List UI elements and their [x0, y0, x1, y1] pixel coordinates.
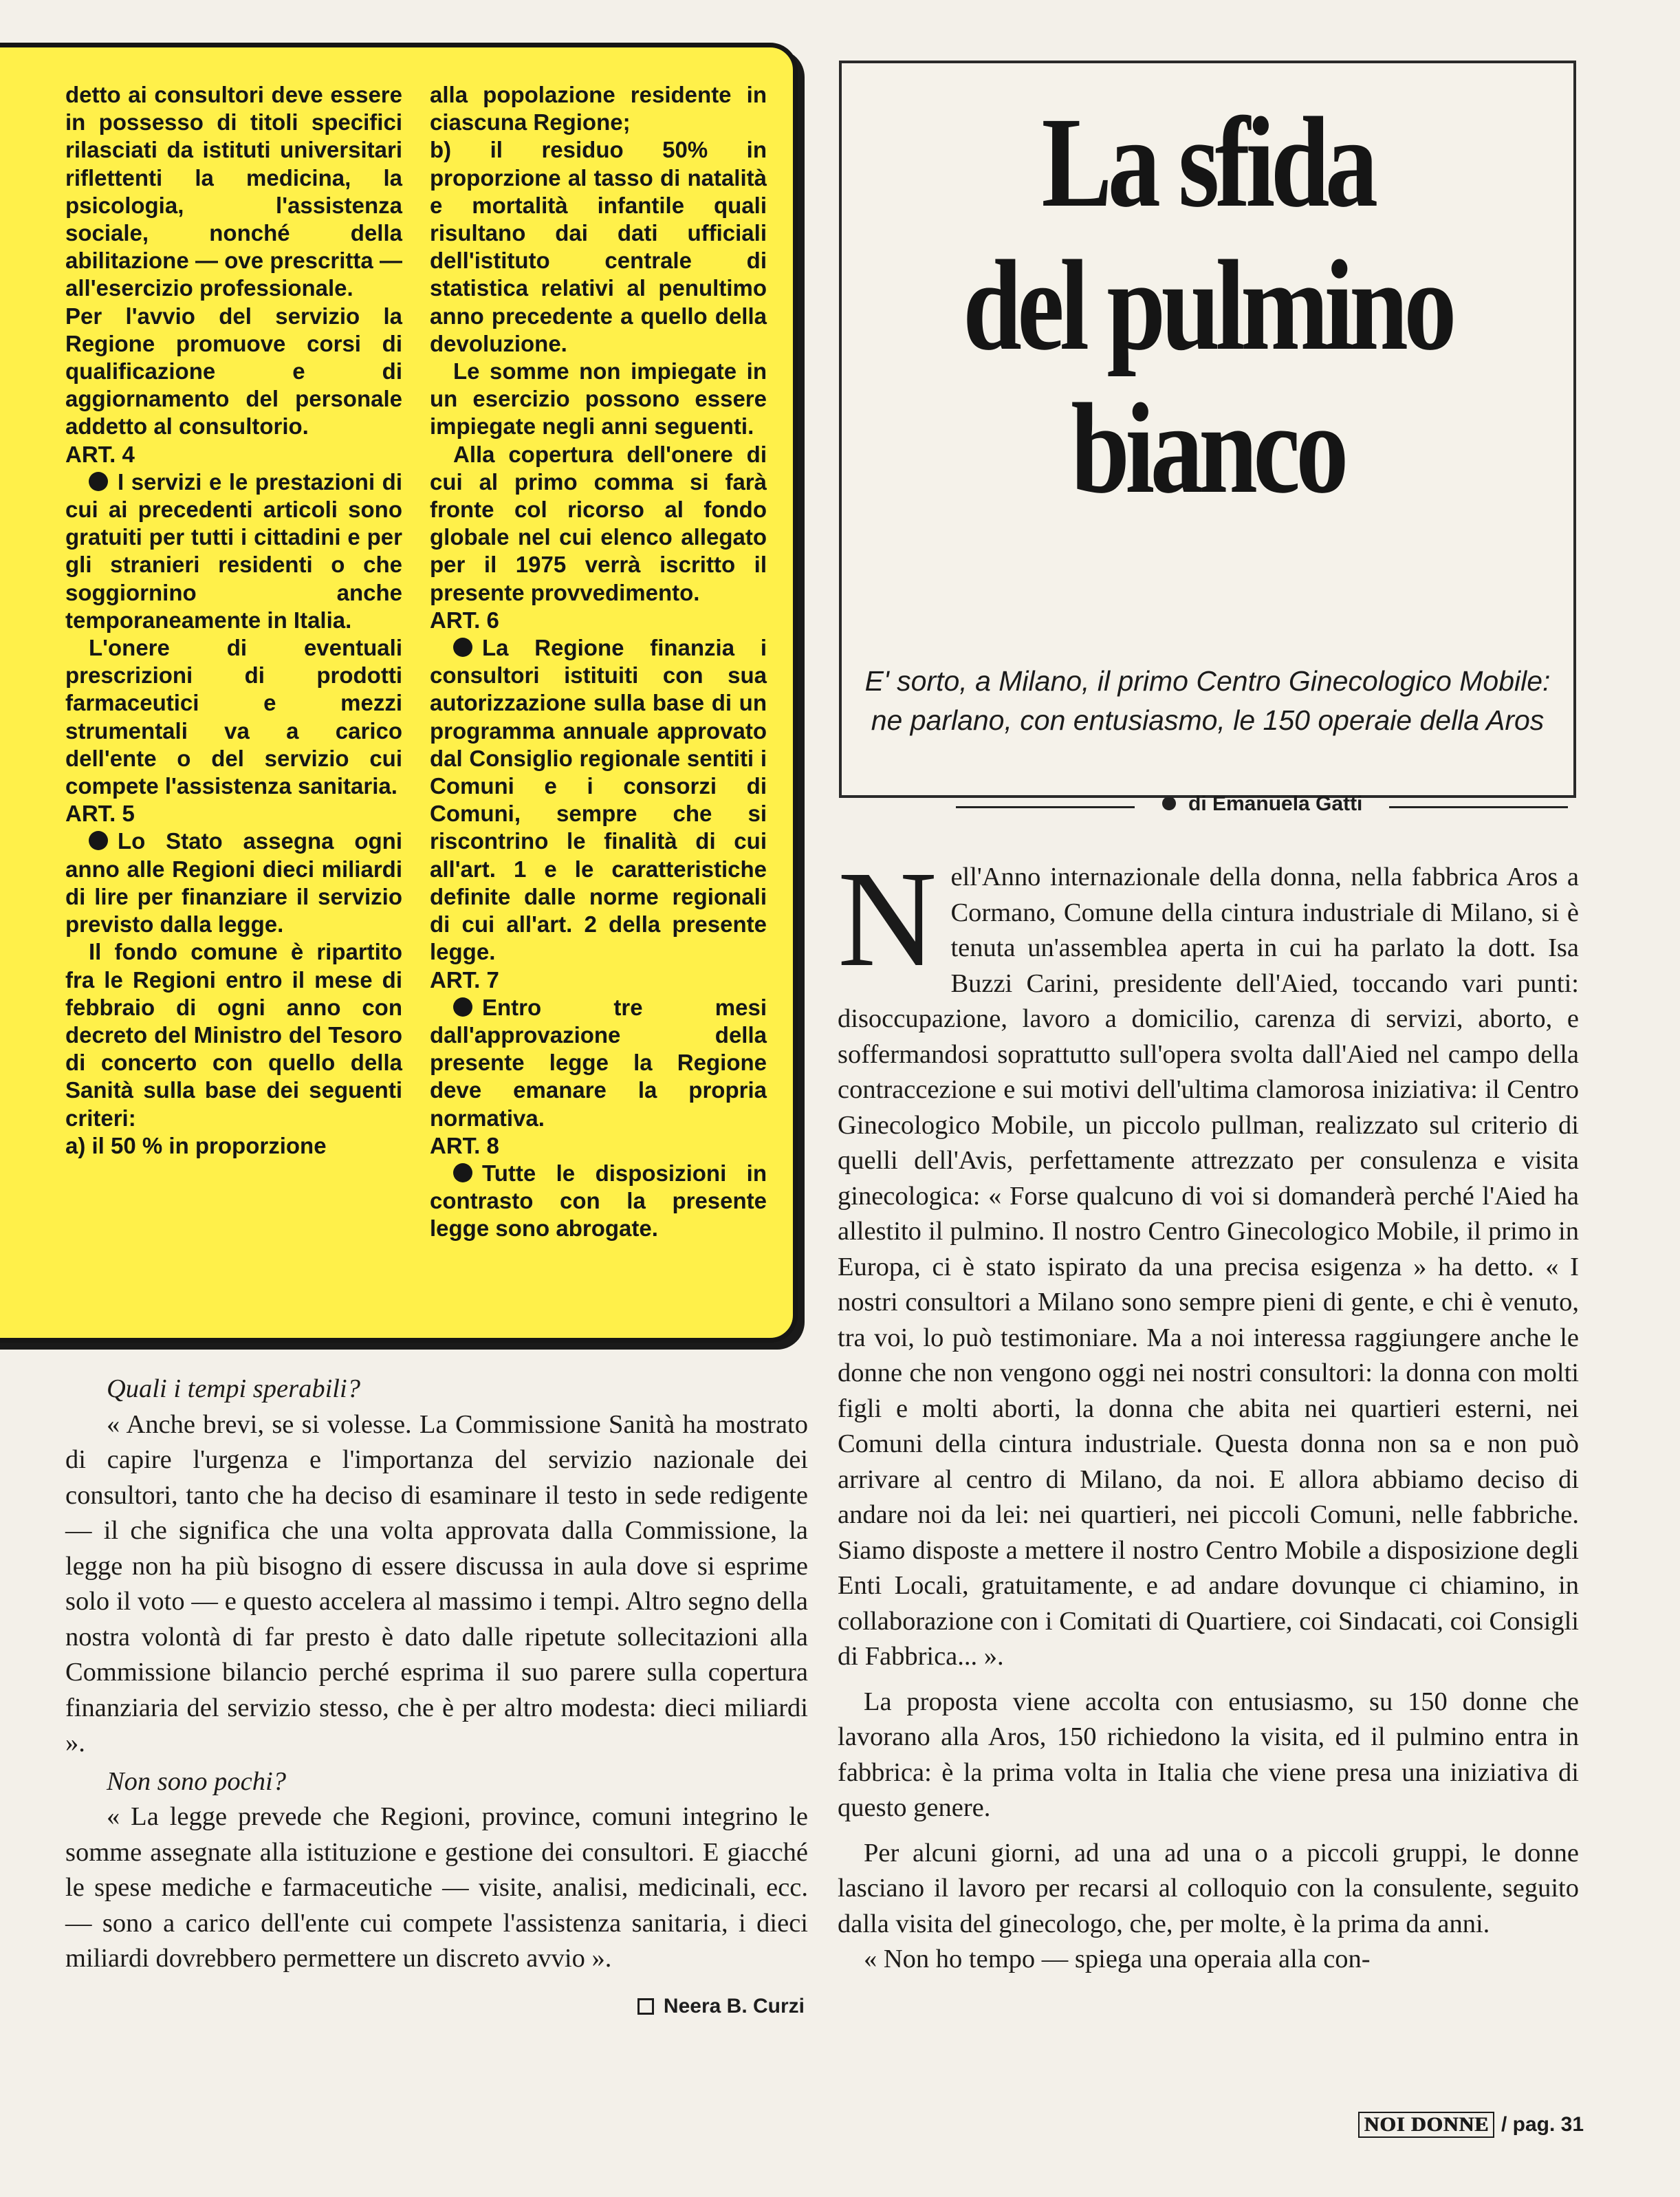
article-subtitle: E' sorto, a Milano, il primo Centro Ginecologico Mobile: ne parlano, con entusiasmo, le 150 operaie della Aros	[864, 665, 1551, 736]
col2-art-4: ART. 6	[430, 607, 499, 633]
byline-author: di Emanuela Gatti	[1188, 792, 1363, 815]
col1-art-2: ART. 4	[65, 441, 135, 467]
bullet-icon	[453, 1163, 472, 1182]
bullet-icon	[89, 472, 108, 491]
col1-text-8: a) il 50 % in proporzione	[65, 1132, 327, 1158]
col2-bullet-7	[430, 994, 767, 1132]
interview-section	[65, 1369, 808, 1977]
col1-ind-4: L'onere di eventuali prescrizioni di prodotti farmaceutici e mezzi strumentali va a carico dell'ente o del servizio cui compete l'assistenza sanitaria.	[65, 635, 402, 799]
col2-bullet-text: Tutte le disposizioni in contrasto con la presente legge sono abrogate.	[430, 1160, 767, 1242]
title-box	[839, 61, 1576, 798]
byline	[839, 792, 1576, 820]
interview-question-1: Quali i tempi sperabili?	[107, 1374, 360, 1403]
col2-text-1: b) il residuo 50% in proporzione al tasso di natalità e mortalità infantile quali risultano dai dati ufficiali dell'istituto centrale di statistica relativi al penultimo anno precedente a quello della devoluzione.	[430, 137, 767, 356]
article-p1-text: ell'Anno internazionale della donna, nella fabbrica Aros a Cormano, Comune della cintura industriale di Milano, si è tenuta un'assemblea aperta in cui ha parlato la dott. Isa Buzzi Carini, presidente dell'Aied, toccando vari punti: disoccupazione, lavoro a domicilio, carenza di servizi, aborto, e soffermandosi soprattutto sull'opera svolta dall'Aied nel campo della contraccezione e sui motivi dell'ultima clamorosa iniziativa: il Centro Ginecologico Mobile, un piccolo pullman, realizzato sul criterio di quelli dell'Avis, perfettamente attrezzato per consulenza e visita ginecologica: « Forse qualcuno di voi si domanderà perché l'Aied ha allestito il pulmino. Il nostro Centro Ginecologico Mobile, il primo in Europa, ci è stato ispirato da una precisa esigenza » ha detto. « I nostri consultori a Milano sono sempre pieni di gente, e chi è venuto, tra voi, lo può testimoniare. Ma a noi interessa raggiungere anche le donne che non vengono oggi nei nostri consultori: la donna con molti figli e molti aborti, la donna che abita nei quartieri esterni, nei Comuni della cintura industriale. Questa donna non sa e non può arrivare al centro di Milano, da noi. E allora abbiamo deciso di andare noi da lei: nei quartieri, nei piccoli Comuni, nelle fabbriche. Siamo disposte a mettere il nostro Centro Mobile a disposizione degli Enti Locali, gratuitamente, e ad andare dovunque ci chiamino, in collaborazione con i Comitati di Quartiere, coi Sindacati, coi Consigli di Fabbrica... ».	[838, 863, 1579, 1671]
law-text-column-2	[430, 81, 767, 1243]
col1-ind-7: Il fondo comune è ripartito fra le Regioni entro il mese di febbraio di ogni anno con decreto del Ministro del Tesoro di concerto con quello della Sanità sulla base dei seguenti criteri:	[65, 939, 402, 1131]
title-line-3: bianco	[1071, 376, 1344, 520]
article-body	[838, 843, 1579, 1978]
col2-art-6: ART. 7	[430, 966, 499, 993]
magazine-logo: NOI DONNE	[1358, 2112, 1494, 2138]
col2-ind-3: Alla copertura dell'onere di cui al primo comma si farà fronte col ricorso al fondo globale nel cui elenco allegato per il 1975 verrà iscritto il presente provvedimento.	[430, 441, 767, 605]
bullet-icon	[453, 638, 472, 657]
col1-art-5: ART. 5	[65, 801, 135, 827]
signature	[591, 1995, 805, 2018]
col2-ind-2: Le somme non impiegate in un esercizio possono essere impiegate negli anni seguenti.	[430, 358, 767, 440]
law-text-column-1	[65, 81, 402, 1160]
signature-name: Neera B. Curzi	[663, 1995, 805, 2017]
square-icon	[637, 1998, 654, 2015]
page-footer	[1358, 2112, 1584, 2138]
interview-answer-2: « La legge prevede che Regioni, province, comuni integrino le somme assegnate alla istituzione e gestione dei consultori. E giacché le spese mediche e farmaceutiche — visite, analisi, medicinali, ecc. — sono a carico dell'ente cui compete l'assistenza sanitaria, i dieci miliardi dovrebbero permettere un discreto avvio ».	[65, 1802, 808, 1973]
col1-bullet-3	[65, 468, 402, 634]
bullet-icon	[1162, 797, 1176, 810]
col2-art-8: ART. 8	[430, 1132, 499, 1158]
col2-bullet-9	[430, 1160, 767, 1243]
bullet-icon	[453, 997, 472, 1017]
article-paragraph-2: La proposta viene accolta con entusiasmo, su 150 donne che lavorano alla Aros, 150 richiedono la visita, ed il pulmino entra in fabbrica: è la prima volta in Italia che viene presa una iniziativa di questo genere.	[838, 1687, 1579, 1822]
byline-rule-left	[956, 806, 1135, 808]
title-line-1: La sfida	[1041, 90, 1374, 234]
interview-question-2: Non sono pochi?	[107, 1766, 286, 1796]
byline-rule-right	[1389, 806, 1568, 808]
col1-bullet-text: I servizi e le prestazioni di cui ai precedenti articoli sono gratuiti per tutti i cittadini e per gli stranieri residenti o che soggiornino anche temporaneamente in Italia.	[65, 468, 402, 633]
bullet-icon	[89, 831, 108, 850]
byline-text-wrap	[1162, 792, 1362, 816]
article-title	[908, 91, 1507, 520]
col2-bullet-text: La Regione finanzia i consultori istituiti con sua autorizzazione sulla base di un programma annuale approvato dal Consiglio regionale sentiti i Comuni e i consorzi di Comuni, sempre che si riscontrino le finalità di cui all'art. 1 e le caratteristiche definite dalle norme regionali di cui all'art. 2 della presente legge.	[430, 635, 767, 965]
col1-bullet-text: Lo Stato assegna ogni anno alle Regioni dieci miliardi di lire per finanziare il servizio previsto dalla legge.	[65, 828, 402, 938]
article-paragraph-3: Per alcuni giorni, ad una ad una o a piccoli gruppi, le donne lasciano il lavoro per recarsi al colloquio con la consulente, seguito dalla visita del ginecologo, che, per molte, è la prima da anni.	[838, 1838, 1579, 1938]
col1-bullet-6	[65, 827, 402, 938]
page-number: / pag. 31	[1501, 2113, 1584, 2136]
article-paragraph-1	[838, 843, 1579, 1675]
col2-bullet-5	[430, 634, 767, 966]
drop-cap: N	[838, 843, 937, 995]
col1-text-1: Per l'avvio del servizio la Regione promuove corsi di qualificazione e di aggiornamento del personale addetto al consultorio.	[65, 303, 402, 440]
title-line-2: del pulmino	[963, 233, 1452, 377]
article-paragraph-4: « Non ho tempo — spiega una operaia alla con-	[864, 1945, 1371, 1973]
col1-text-0: detto ai consultori deve essere in possesso di titoli specifici rilasciati da istituti universitari riflettenti la medicina, la psicologia, l'assistenza sociale, nonché della abilitazione — ove prescritta — all'esercizio professionale.	[65, 82, 402, 301]
col2-text-0: alla popolazione residente in ciascuna Regione;	[430, 82, 767, 136]
col2-bullet-text: Entro tre mesi dall'approvazione della presente legge la Regione deve emanare la propria normativa.	[430, 994, 767, 1131]
interview-answer-1: « Anche brevi, se si volesse. La Commissione Sanità ha mostrato di capire l'urgenza e l'importanza del servizio nazionale dei consultori, tanto che ha deciso di esaminare il testo in sede redigente — il che significa che una volta approvata dalla Commissione, la legge non ha più bisogno di essere discussa in aula dove si esprime solo il voto — e questo accelera al massimo i tempi. Altro segno della nostra volontà di far presto è dato dalle ripetute sollecitazioni alla Commissione bilancio perché esprima il suo parere sulla copertura finanziaria del servizio stesso, che è per altro modesta: dieci miliardi ».	[65, 1409, 808, 1757]
